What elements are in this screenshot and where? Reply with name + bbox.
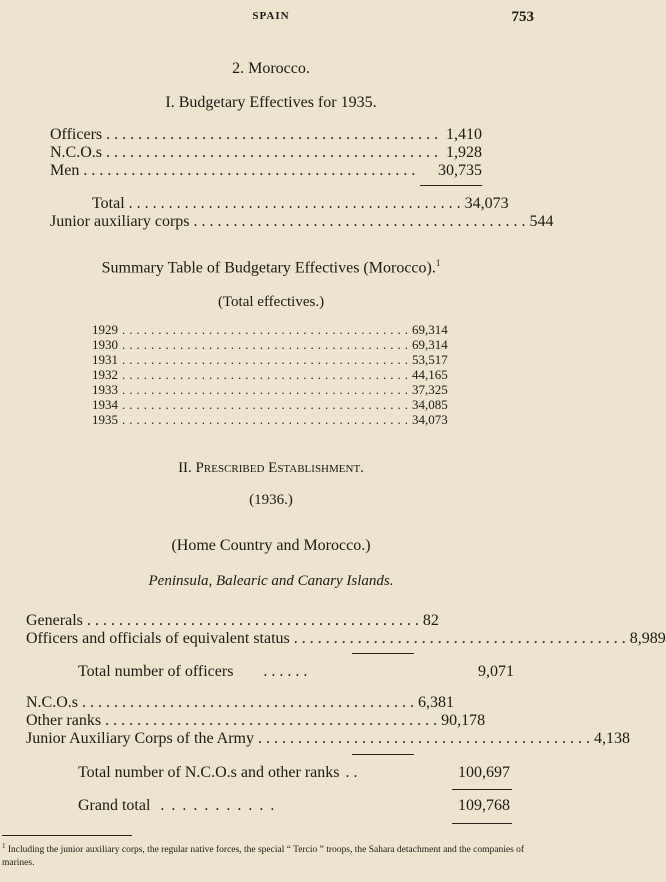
morocco-row-total: Total .......................................... 34,073	[92, 195, 509, 212]
row-value: 1,928	[446, 144, 482, 161]
subtotal-rule	[352, 653, 414, 654]
total-nco-label: Total number of N.C.O.s and other ranks ..	[78, 764, 362, 781]
footnote-separator	[2, 835, 132, 836]
morocco-row-ncos: N.C.O.s .......................................... 1,928	[50, 144, 482, 161]
row-label: Officers	[50, 126, 103, 143]
summary-row: 1933 ........................................ 37,325	[92, 382, 448, 397]
total-officers-value: 9,071	[478, 663, 514, 680]
establishment-heading: II. Prescribed Establishment.	[178, 460, 364, 476]
summary-row: 1934 ........................................ 34,085	[92, 397, 448, 412]
establishment-subregion: Peninsula, Balearic and Canary Islands.	[148, 573, 394, 589]
running-header: SPAIN	[252, 10, 290, 22]
summary-row: 1935 ........................................ 34,073	[92, 412, 448, 427]
grand-total-rule	[452, 789, 512, 790]
subtotal-rule	[352, 754, 414, 755]
budgetary-effectives-title: I. Budgetary Effectives for 1935.	[165, 94, 377, 111]
morocco-row-men: Men .......................................... 30,735	[50, 162, 482, 179]
grand-total-label: Grand total ...........	[78, 797, 282, 814]
establishment-year: (1936.)	[249, 492, 293, 508]
footnote: $^1$ Including the junior auxiliary corps, the regular native forces, the special “ Tercio ” troops, the Sahara detachment and the companies of marines.	[2, 842, 525, 869]
morocco-row-junior: Junior auxiliary corps .......................................... 544	[50, 213, 554, 230]
summary-subtitle: (Total effectives.)	[217, 294, 325, 310]
total-rule	[420, 185, 482, 186]
establishment-region: (Home Country and Morocco.)	[171, 537, 371, 554]
morocco-heading: 2. Morocco.	[232, 60, 310, 77]
summary-row: 1930 ........................................ 69,314	[92, 337, 448, 352]
row-value: 544	[529, 213, 554, 230]
row-label: N.C.O.s	[50, 144, 103, 161]
establishment-row-ncos: N.C.O.s .......................................... 6,381	[26, 694, 455, 711]
total-nco-value: 100,697	[458, 764, 510, 781]
total-officers-label: Total number of officers ......	[78, 663, 312, 680]
page-number: 753	[511, 9, 534, 25]
summary-row: 1929 ........................................ 69,314	[92, 322, 448, 337]
morocco-row-officers: Officers .......................................... 1,410	[50, 126, 482, 143]
row-value: 1,410	[446, 126, 482, 143]
row-value: 34,073	[464, 195, 509, 212]
establishment-row-generals: Generals .......................................... 82	[26, 612, 439, 629]
grand-total-value: 109,768	[458, 797, 510, 814]
summary-title: Summary Table of Budgetary Effectives (Morocco).$^1$	[101, 258, 441, 277]
footnote-reference: 1	[435, 258, 441, 268]
row-value: 30,735	[438, 162, 482, 179]
establishment-row-other-ranks: Other ranks .......................................... 90,178	[26, 712, 486, 729]
establishment-row-junior-corps: Junior Auxiliary Corps of the Army .......................................... 4,138	[26, 730, 630, 747]
row-label: Total	[92, 195, 125, 212]
row-label: Junior auxiliary corps	[50, 213, 190, 230]
establishment-row-officers: Officers and officials of equivalent status .......................................... 8,989	[26, 630, 666, 647]
grand-total-underline	[452, 823, 512, 824]
summary-row: 1932 ........................................ 44,165	[92, 367, 448, 382]
summary-row: 1931 ........................................ 53,517	[92, 352, 448, 367]
row-label: Men	[50, 162, 80, 179]
